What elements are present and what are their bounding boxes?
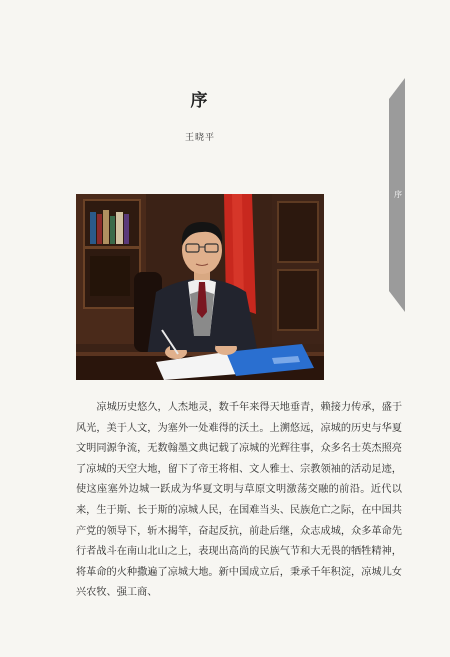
author-portrait-photo: [76, 194, 324, 380]
preface-body-text: 凉城历史悠久，人杰地灵，数千年来得天地垂青，赖接力传承，盛于风光，美于人文，为塞外一处难得的沃土。上溯悠远，凉城的历史与华夏文明同源争流，无数翰墨文典记载了凉城的光辉往事，众多名士英杰照亮了凉城的天空大地，留下了帝王将相、文人雅士、宗教领袖的活动足迹，使这座塞外边城一跃成为华夏文明与草原文明激荡交融的前沿。近代以来，生于斯、长于斯的凉城人民，在国难当头、民族危亡之际，在中国共产党的领导下，斩木揭竿，奋起反抗，前赴后继，众志成城，众多革命先行者战斗在南山北山之上，表现出高尚的民族气节和大无畏的牺牲精神，将革命的火种撒遍了凉城大地。新中国成立后，秉承千年积淀，凉城儿女兴农牧、强工商、: [76, 402, 403, 599]
author-name: 王晓平: [184, 133, 215, 143]
side-chapter-tab-label: 序: [394, 190, 402, 199]
page-title: 序: [190, 91, 210, 111]
